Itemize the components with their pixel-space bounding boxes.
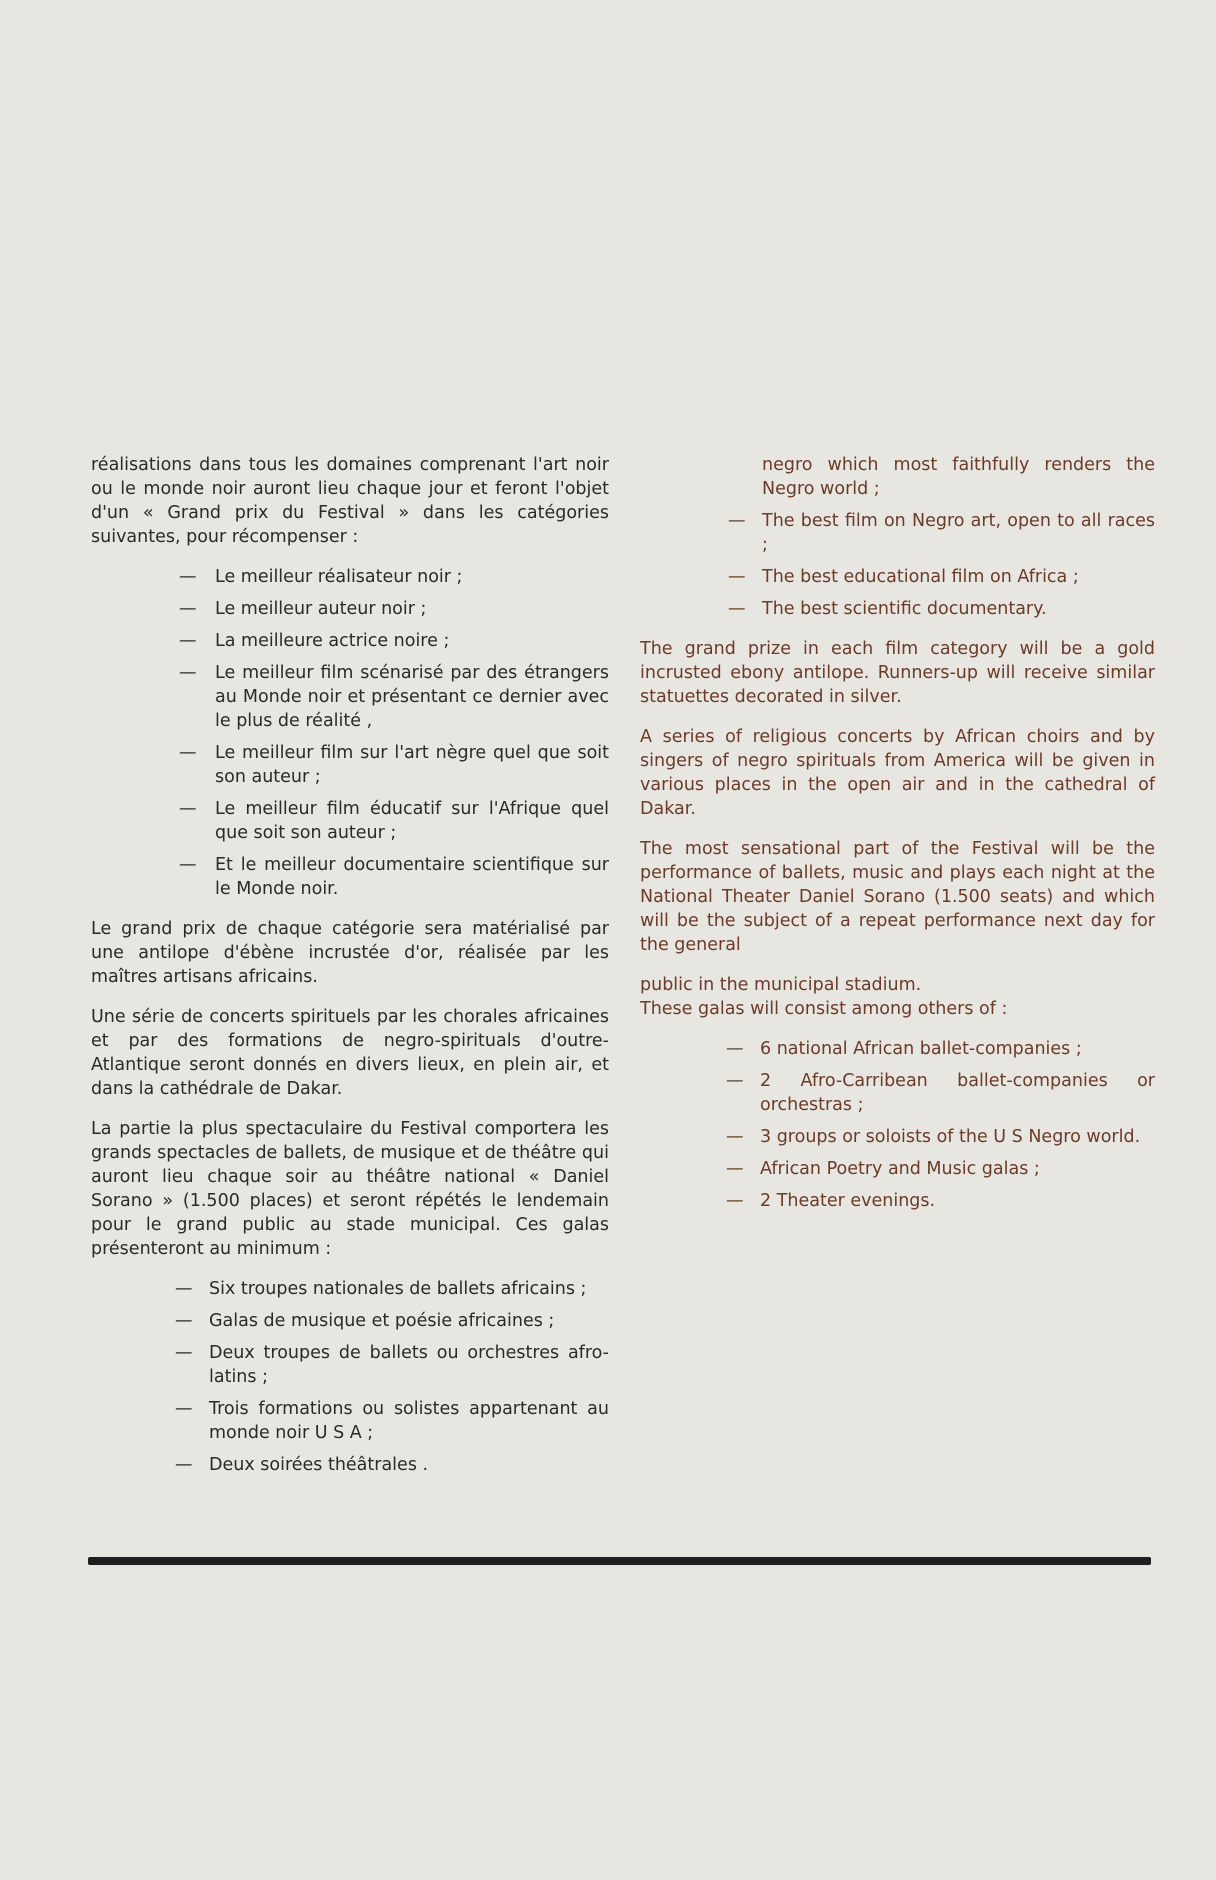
list-item: — The best educational film on Africa ;: [728, 567, 1079, 587]
horizontal-rule: [88, 1557, 1151, 1565]
list-item: — Deux soirées théâtrales .: [175, 1455, 429, 1475]
english-column: [640, 453, 1155, 1229]
french-column: [91, 453, 609, 1493]
dash: —: [179, 743, 197, 763]
dash: —: [175, 1343, 193, 1363]
dash: —: [179, 599, 197, 619]
dash: —: [179, 631, 197, 651]
list-item: — Le meilleur auteur noir ;: [179, 599, 427, 619]
dash: —: [175, 1311, 193, 1331]
list-item: — Deux troupes de ballets ou orchestres afro-latins ;: [175, 1343, 609, 1387]
list-item: — Le meilleur réalisateur noir ;: [179, 567, 463, 587]
list-item: — 2 Afro-Carribean ballet-companies or orchestras ;: [726, 1071, 1155, 1115]
en-galas-paragraph-continued: public in the municipal stadium.: [640, 975, 922, 995]
fr-galas-list: [91, 1277, 609, 1477]
list-item: — 6 national African ballet-companies ;: [726, 1039, 1082, 1059]
dash: —: [726, 1159, 744, 1179]
list-item: — La meilleure actrice noire ;: [179, 631, 450, 651]
list-item: — Galas de musique et poésie africaines ;: [175, 1311, 555, 1331]
binding-edge-watermark: [2, 30, 28, 1860]
list-item: — The best film on Negro art, open to all races ;: [728, 511, 1155, 555]
dash: —: [175, 1455, 193, 1475]
list-item: — The best scientific documentary.: [728, 599, 1047, 619]
en-prize-paragraph: The grand prize in each film category will be a gold incrusted ebony antilope. Runners-up will receive similar statuettes decorated in silver.: [640, 639, 1155, 707]
dash: —: [179, 567, 197, 587]
list-item: — 2 Theater evenings.: [726, 1191, 936, 1211]
fr-category-list: [91, 565, 609, 901]
dash: —: [726, 1039, 744, 1059]
en-category-list: [640, 509, 1155, 621]
list-item: — Le meilleur film scénarisé par des étrangers au Monde noir et présentant ce dernier avec le plus de réalité ,: [179, 663, 609, 731]
list-item: — Six troupes nationales de ballets africains ;: [175, 1279, 587, 1299]
dash: —: [175, 1279, 193, 1299]
en-galas-paragraph: The most sensational part of the Festival will be the performance of ballets, music and plays each night at the National Theater Daniel Sorano (1.500 seats) and which will be the subject of a repeat performance next day for the general: [640, 839, 1155, 955]
list-item: — Trois formations ou solistes appartenant au monde noir U S A ;: [175, 1399, 609, 1443]
dash: —: [179, 855, 197, 875]
list-item: — Et le meilleur documentaire scientifique sur le Monde noir.: [179, 855, 609, 899]
fr-prize-paragraph: Le grand prix de chaque catégorie sera matérialisé par une antilope d'ébène incrustée d'or, réalisée par les maîtres artisans africains.: [91, 919, 609, 987]
list-item: — 3 groups or soloists of the U S Negro world.: [726, 1127, 1141, 1147]
en-galas-list: [640, 1037, 1155, 1213]
dash: —: [175, 1399, 193, 1419]
list-item: — Le meilleur film éducatif sur l'Afrique quel que soit son auteur ;: [179, 799, 609, 843]
en-lead-paragraph: negro which most faithfully renders the Negro world ;: [762, 455, 1155, 499]
fr-concerts-paragraph: Une série de concerts spirituels par les chorales africaines et par des formations de negro-spirituals d'outre-Atlantique seront donnés en divers lieux, en plein air, et dans la cathédrale de Dakar.: [91, 1007, 609, 1099]
fr-galas-paragraph: La partie la plus spectaculaire du Festival comportera les grands spectacles de ballets, de musique et de théâtre qui auront lieu chaque soir au théâtre national « Daniel Sorano » (1.500 places) et seront répétés le lendemain pour le grand public au stade municipal. Ces galas présenteront au minimum :: [91, 1119, 609, 1259]
dash: —: [726, 1127, 744, 1147]
dash: —: [728, 567, 746, 587]
dash: —: [726, 1191, 744, 1211]
en-galas-lead: These galas will consist among others of :: [640, 999, 1008, 1019]
dash: —: [726, 1071, 744, 1091]
list-item: — Le meilleur film sur l'art nègre quel que soit son auteur ;: [179, 743, 609, 787]
dash: —: [179, 663, 197, 683]
dash: —: [179, 799, 197, 819]
fr-intro-paragraph: réalisations dans tous les domaines comprenant l'art noir ou le monde noir auront lieu chaque jour et feront l'objet d'un « Grand prix du Festival » dans les catégories suivantes, pour récompenser :: [91, 455, 609, 547]
list-item: — African Poetry and Music galas ;: [726, 1159, 1040, 1179]
en-concerts-paragraph: A series of religious concerts by African choirs and by singers of negro spirituals from America will be given in various places in the open air and in the cathedral of Dakar.: [640, 727, 1155, 819]
dash: —: [728, 599, 746, 619]
dash: —: [728, 511, 746, 531]
